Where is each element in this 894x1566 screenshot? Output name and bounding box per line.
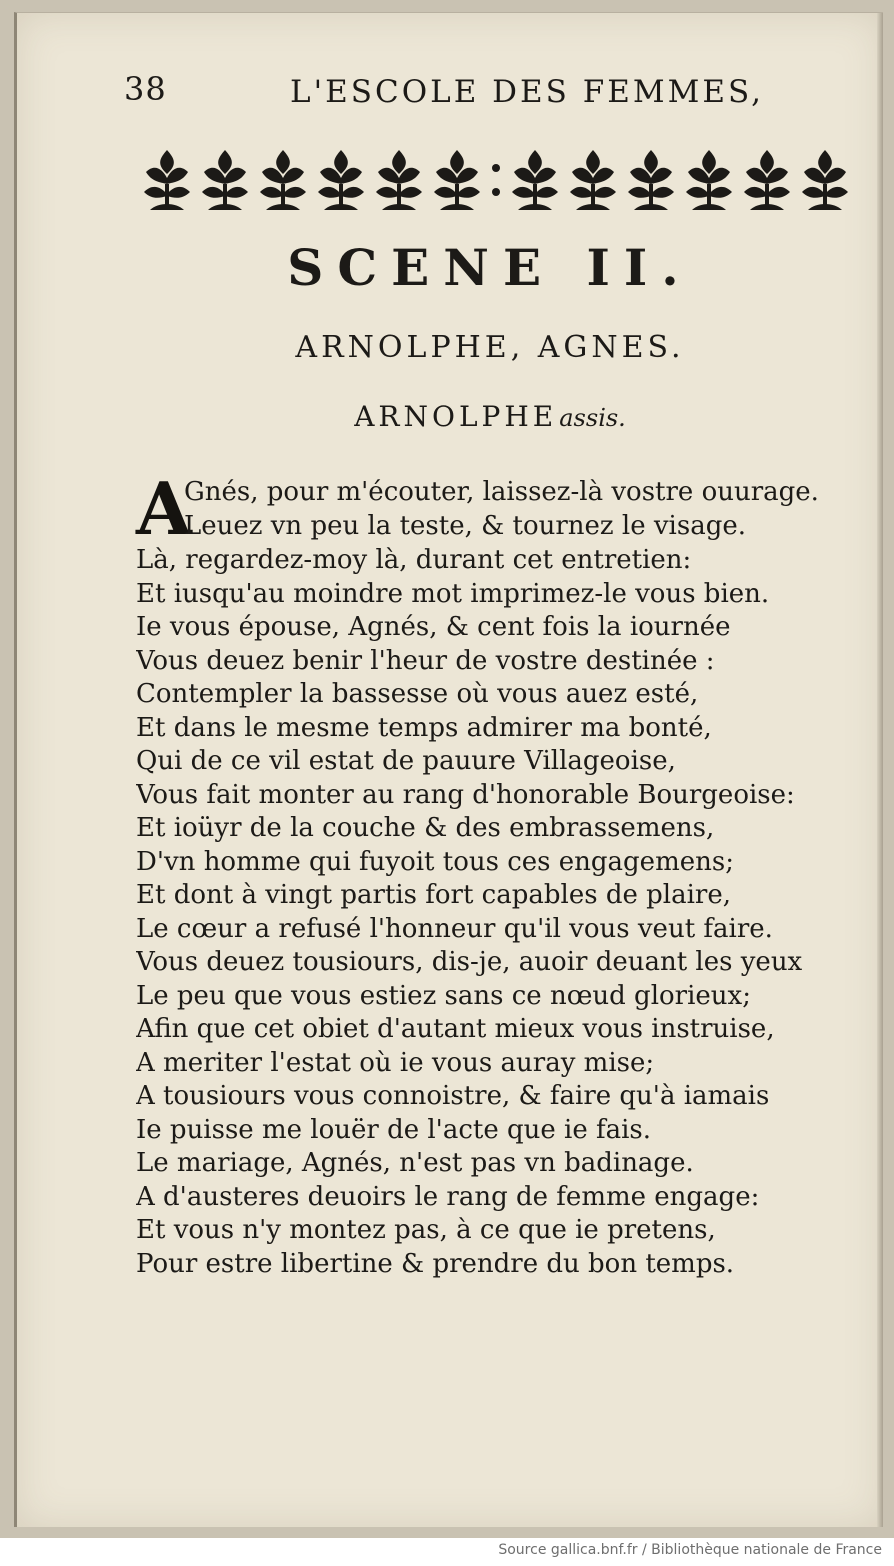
- verse-block: [136, 466, 866, 1281]
- verse-line: Et vous n'y montez pas, à ce que ie pretens,: [136, 1215, 716, 1245]
- source-credit: Source gallica.bnf.fr / Bibliothèque nationale de France: [498, 1542, 882, 1558]
- verse-line: Et dont à vingt partis fort capables de plaire,: [136, 880, 731, 910]
- stage-direction: assis.: [559, 404, 626, 432]
- page-edge: [877, 13, 883, 1527]
- verse-line: Contempler la bassesse où vous auez esté,: [136, 679, 699, 709]
- verse-line: Et dans le mesme temps admirer ma bonté,: [136, 712, 712, 743]
- verse-line: Vous deuez benir l'heur de vostre destinée :: [136, 645, 715, 676]
- verse-line: A d'austeres deuoirs le rang de femme engage:: [136, 1181, 760, 1212]
- page-number: 38: [124, 70, 167, 108]
- drop-cap: A: [136, 466, 192, 551]
- verse-line: Ie vous épouse, Agnés, & cent fois la iournée: [136, 612, 731, 642]
- ornament-band: [140, 142, 852, 218]
- speaker-heading: [300, 400, 680, 433]
- verse-line: Et ioüyr de la couche & des embrassemens,: [136, 813, 715, 843]
- verse-line: Le cœur a refusé l'honneur qu'il vous veut faire.: [136, 913, 773, 944]
- verse-line: Vous fait monter au rang d'honorable Bourgeoise:: [136, 779, 795, 810]
- verse-line-2: Leuez vn peu la teste, & tournez le visage.: [184, 510, 746, 541]
- speaker-name: ARNOLPHE: [354, 400, 558, 433]
- verse-line: Le peu que vous estiez sans ce nœud glorieux;: [136, 980, 751, 1011]
- verse-line: Ie puisse me louër de l'acte que ie fais.: [136, 1114, 652, 1145]
- verse-line: A tousiours vous connoistre, & faire qu'à iamais: [136, 1081, 770, 1111]
- verse-line: Afin que cet obiet d'autant mieux vous instruise,: [136, 1014, 775, 1044]
- scene-title: SCENE II.: [287, 238, 693, 297]
- running-head: L'ESCOLE DES FEMMES,: [290, 74, 764, 110]
- verse-line: A meriter l'estat où ie vous auray mise;: [136, 1047, 655, 1078]
- character-list: ARNOLPHE, AGNES.: [295, 330, 685, 365]
- verse-line: Qui de ce vil estat de pauure Villageoise,: [136, 746, 676, 776]
- verse-line: Vous deuez tousiours, dis-je, auoir deuant les yeux: [136, 947, 803, 977]
- verse-line: Pour estre libertine & prendre du bon temps.: [136, 1248, 735, 1279]
- verse-line: Le mariage, Agnés, n'est pas vn badinage.: [136, 1148, 694, 1178]
- verse-line: Là, regardez-moy là, durant cet entretien:: [136, 545, 692, 575]
- verse-line: Et iusqu'au moindre mot imprimez-le vous bien.: [136, 578, 770, 609]
- verse-line: D'vn homme qui fuyoit tous ces engagemens;: [136, 846, 734, 877]
- verse-line-1: Gnés, pour m'écouter, laissez-là vostre ouurage.: [184, 477, 819, 507]
